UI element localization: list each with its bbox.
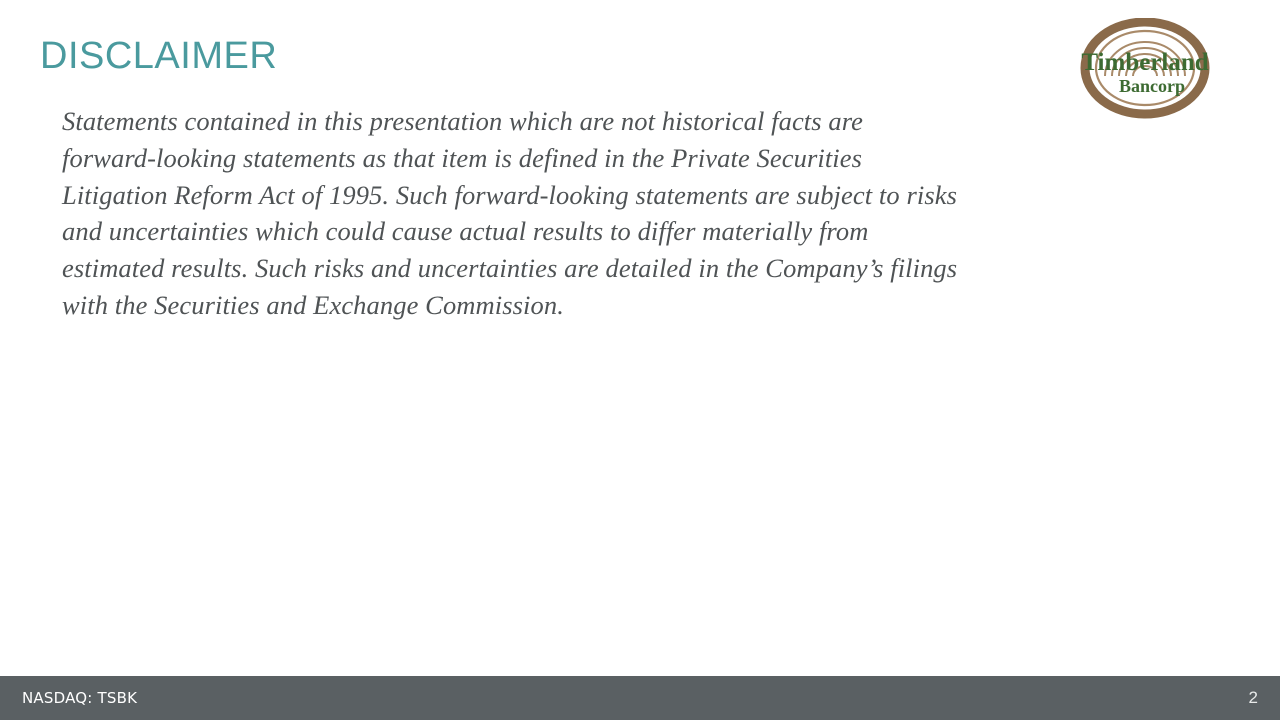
footer-bar <box>0 676 1280 720</box>
page-number: 2 <box>1248 688 1258 707</box>
disclaimer-body-text: Statements contained in this presentation which are not historical facts are forward-looking statements as that item is defined in the Private Securities Litigation Reform Act of 1995. Such forward-looking statements are subject to risks and uncertainties which could cause actual results to differ materially from estimated results. Such risks and uncertainties are detailed in the Company’s filings with the Securities and Exchange Commission. <box>62 106 958 320</box>
logo-text-secondary: Bancorp <box>1118 76 1186 96</box>
logo-text-primary: Timberland <box>1081 49 1209 76</box>
timberland-bancorp-logo <box>1060 18 1230 124</box>
footer-ticker: NASDAQ: TSBK <box>22 689 138 707</box>
page-title: DISCLAIMER <box>40 35 278 77</box>
